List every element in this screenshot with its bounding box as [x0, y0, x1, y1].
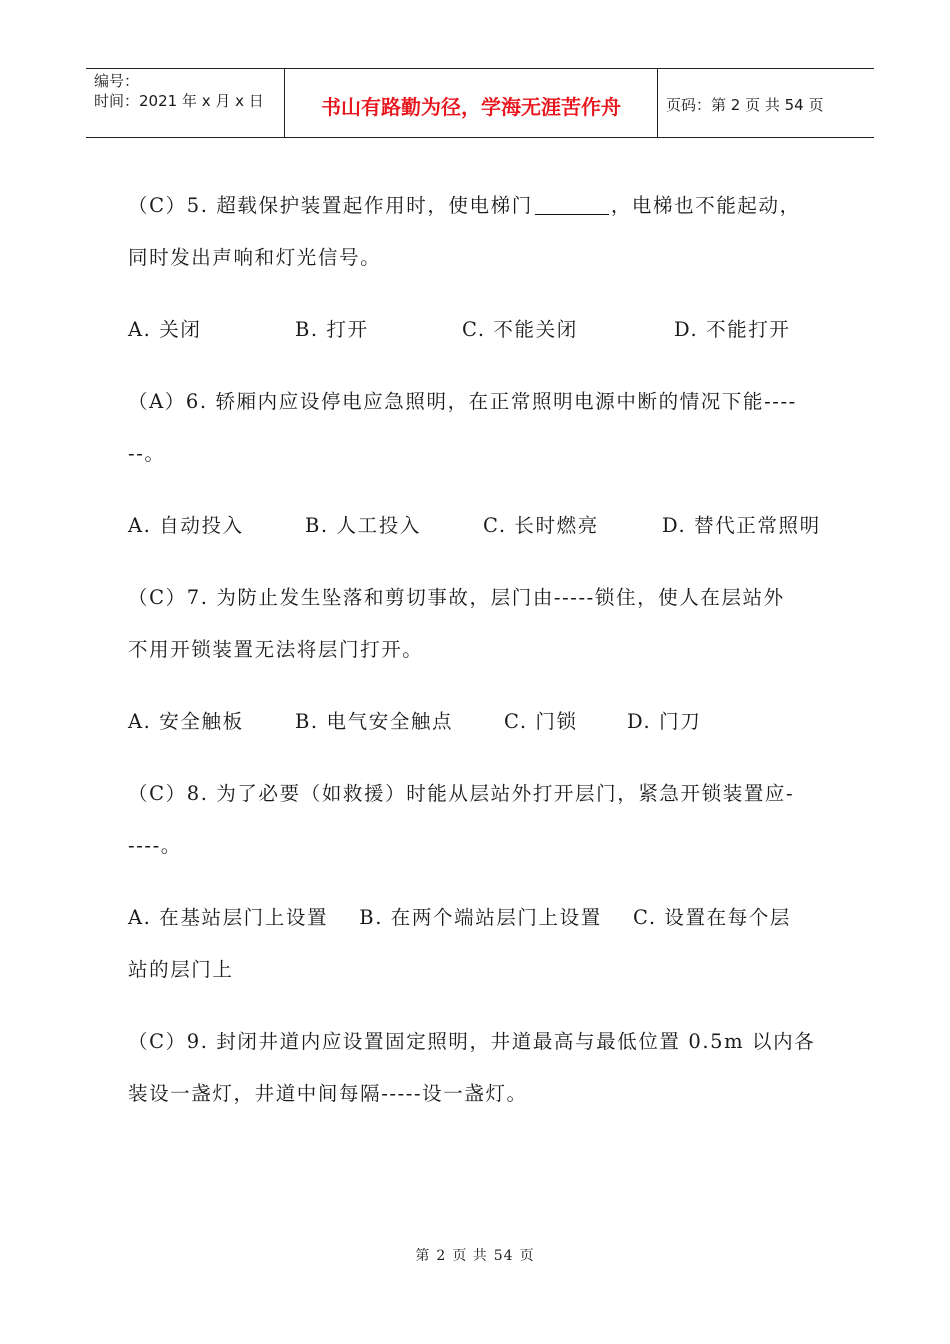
page-header [86, 68, 874, 138]
page-footer [0, 1245, 950, 1265]
question-text-line2: ----。 [128, 834, 182, 857]
option-c: C. 长时燃亮 [483, 514, 599, 537]
header-motto: 书山有路勤为径，学海无涯苦作舟 [285, 69, 658, 137]
question-stem: （C）5. 超载保护装置起作用时，使电梯门 [128, 194, 533, 217]
option-d: D. 不能打开 [674, 318, 791, 341]
option-a: A. 自动投入 [128, 514, 244, 537]
option-b: B. 电气安全触点 [295, 710, 454, 733]
question-text [128, 180, 833, 232]
option-b: B. 打开 [295, 318, 369, 341]
option-d: D. 门刀 [627, 710, 702, 733]
answer-options [128, 500, 833, 552]
option-d: D. 替代正常照明 [662, 514, 821, 537]
answer-options-line2: 站的层门上 [128, 958, 234, 981]
header-page-info: 页码：第 2 页 共 54 页 [666, 95, 824, 114]
serial-label: 编号： [94, 72, 140, 90]
question-6 [128, 376, 833, 552]
question-text: （A）6. 轿厢内应设停电应急照明，在正常照明电源中断的情况下能---- [128, 390, 797, 413]
question-text-line2: --。 [128, 442, 166, 465]
answer-options [128, 696, 833, 748]
answer-options: A. 在基站层门上设置 B. 在两个端站层门上设置 C. 设置在每个层 [128, 906, 792, 929]
option-a: A. 关闭 [128, 318, 202, 341]
footer-label: 第 [415, 1248, 431, 1264]
footer-total-pages: 54 [493, 1248, 514, 1264]
question-5 [128, 180, 833, 356]
question-text-line2: 同时发出声响和灯光信号。 [128, 246, 382, 269]
question-text-line2: 不用开锁装置无法将层门打开。 [128, 638, 424, 661]
footer-label-post: 页 [519, 1248, 535, 1264]
question-stem-cont: ，电梯也不能起动， [610, 194, 801, 217]
answer-options [128, 304, 833, 356]
header-meta [86, 69, 285, 137]
question-text-line2: 装设一盏灯，井道中间每隔-----设一盏灯。 [128, 1082, 528, 1105]
time-label: 时间：2021 年 x 月 x 日 [94, 92, 264, 110]
option-c: C. 门锁 [504, 710, 578, 733]
question-text: （C）8. 为了必要（如救援）时能从层站外打开层门，紧急开锁装置应- [128, 782, 795, 805]
option-b: B. 人工投入 [305, 514, 421, 537]
question-8 [128, 768, 833, 996]
question-text: （C）7. 为防止发生坠落和剪切事故，层门由-----锁住，使人在层站外 [128, 586, 785, 609]
footer-page-number: 2 [436, 1248, 447, 1264]
question-text: （C）9. 封闭井道内应设置固定照明，井道最高与最低位置 0.5m 以内各 [128, 1030, 816, 1053]
fill-blank [535, 194, 609, 215]
question-7 [128, 572, 833, 748]
option-c: C. 不能关闭 [462, 318, 578, 341]
document-body [128, 180, 833, 1120]
footer-label-mid: 页 共 [452, 1248, 488, 1264]
option-a: A. 安全触板 [128, 710, 244, 733]
question-9 [128, 1016, 833, 1120]
